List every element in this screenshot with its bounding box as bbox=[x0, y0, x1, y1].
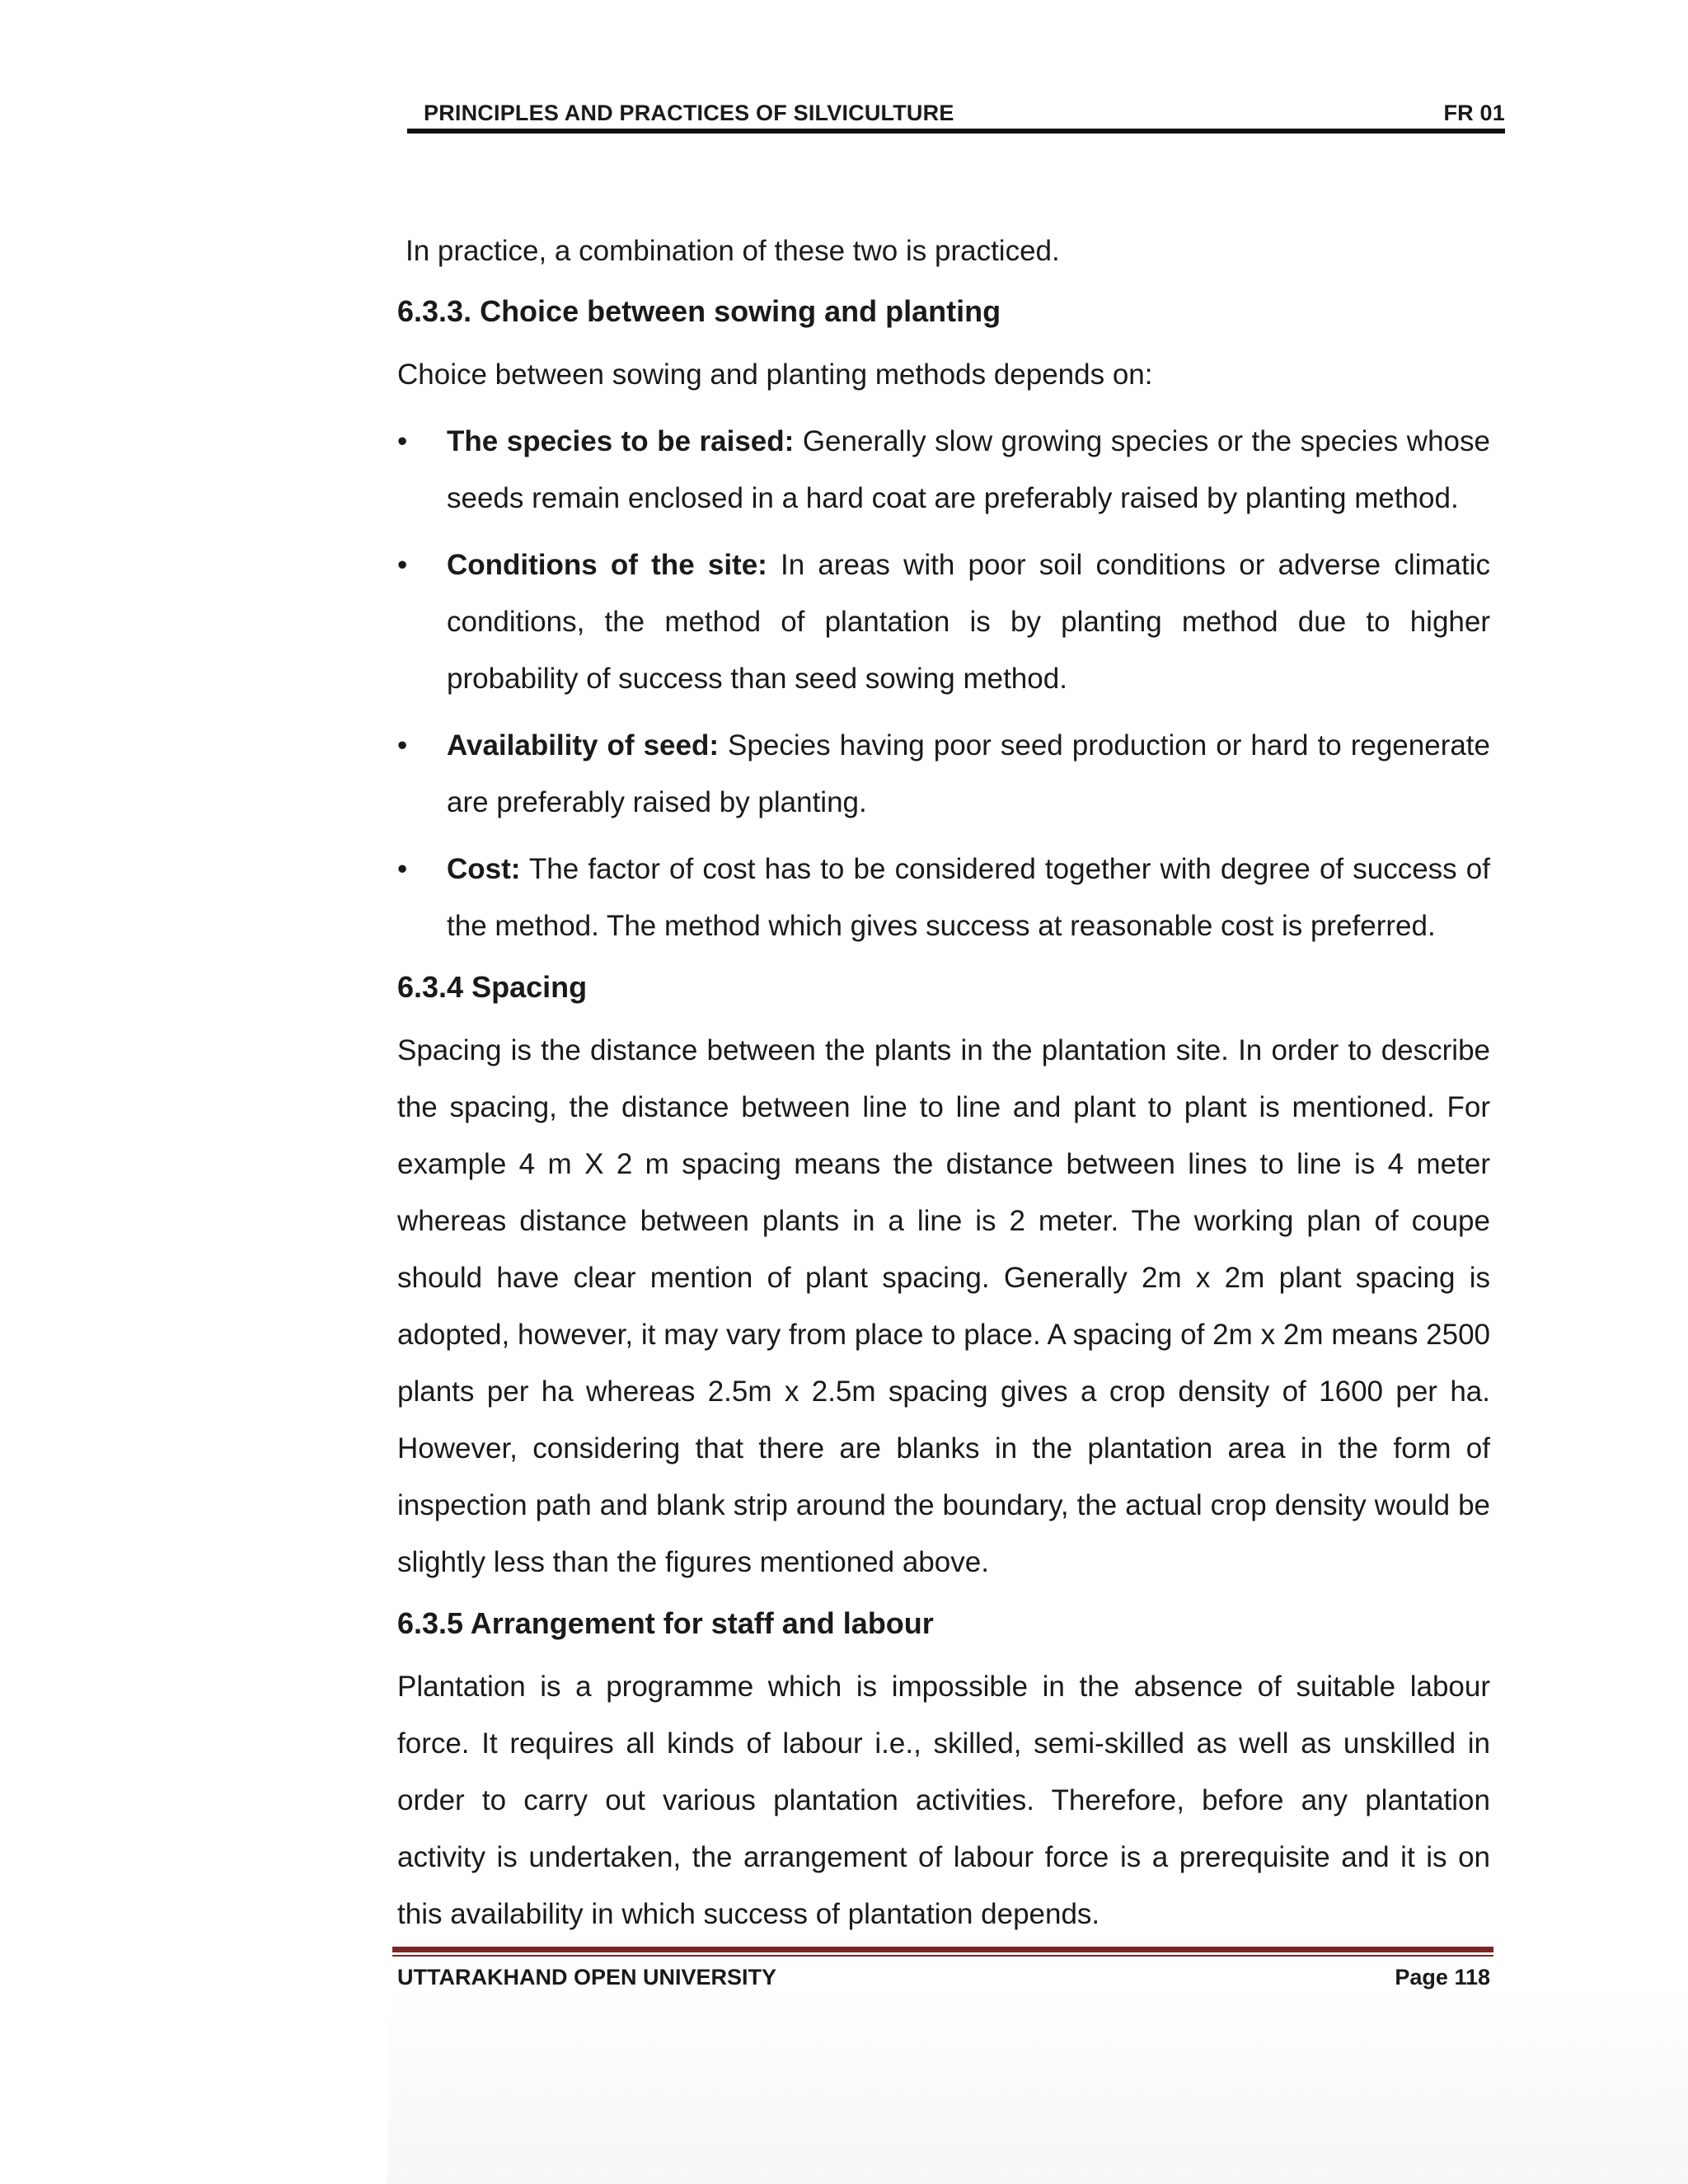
list-item-text: In areas with poor soil conditions or adverse climatic conditions, the method of plantation is by planting method due to higher probability of success than seed sowing method. bbox=[447, 549, 1490, 695]
list-item-text: Species having poor seed production or hard to regenerate are preferably raised by planting. bbox=[447, 729, 1490, 818]
list-item-text: Generally slow growing species or the species whose seeds remain enclosed in a hard coat are preferably raised by planting method. bbox=[447, 425, 1490, 514]
running-footer bbox=[397, 1961, 1490, 1994]
list-item bbox=[397, 537, 1490, 707]
bullet-glyph: • bbox=[397, 729, 408, 762]
section-heading-6-3-3: 6.3.3. Choice between sowing and planting bbox=[397, 294, 1001, 328]
list-item bbox=[397, 841, 1490, 954]
footer-rule-thin bbox=[392, 1955, 1493, 1957]
bullet-glyph: • bbox=[397, 425, 408, 457]
section-heading-6-3-5: 6.3.5 Arrangement for staff and labour bbox=[397, 1606, 934, 1640]
section-intro-6-3-3: Choice between sowing and planting methods depends on: bbox=[397, 359, 1153, 391]
list-item-text: The factor of cost has to be considered together with degree of success of the method. The method which gives success at reasonable cost is preferred. bbox=[447, 853, 1490, 942]
page-body bbox=[397, 223, 1490, 1952]
page-shadow bbox=[387, 1978, 1688, 2184]
list-item bbox=[397, 413, 1490, 527]
page-number: Page 118 bbox=[1395, 1965, 1490, 1990]
bullet-glyph: • bbox=[397, 853, 408, 885]
list-item-term: The species to be raised: bbox=[447, 425, 795, 457]
section-body-6-3-4: Spacing is the distance between the plants in the plantation site. In order to describe the spacing, the distance between line to line and plant to plant is mentioned. For example 4 m X 2 m spacing means the distance between lines to line is 4 meter whereas distance between plants in a line is 2 meter. The working plan of coupe should have clear mention of plant spacing. Generally 2m x 2m plant spacing is adopted, however, it may vary from place to place. A spacing of 2m x 2m means 2500 plants per ha whereas 2.5m x 2.5m spacing gives a crop density of 1600 per ha. However, considering that there are blanks in the plantation area in the form of inspection path and blank strip around the boundary, the actual crop density would be slightly less than the figures mentioned above. bbox=[397, 1034, 1490, 1578]
section-heading-6-3-4: 6.3.4 Spacing bbox=[397, 970, 588, 1004]
criteria-list bbox=[397, 413, 1490, 954]
list-item-term: Availability of seed: bbox=[447, 729, 720, 762]
header-course-code: FR 01 bbox=[1443, 101, 1505, 125]
intro-line: In practice, a combination of these two is practiced. bbox=[406, 235, 1060, 267]
list-item-term: Conditions of the site: bbox=[447, 549, 767, 581]
footer-rule bbox=[392, 1947, 1493, 1952]
header-title: PRINCIPLES AND PRACTICES OF SILVICULTURE bbox=[424, 101, 954, 125]
section-body-6-3-5: Plantation is a programme which is impossible in the absence of suitable labour force. It requires all kinds of labour i.e., skilled, semi-skilled as well as unskilled in order to carry out various plantation activities. Therefore, before any plantation activity is undertaken, the arrangement of labour force is a prerequisite and it is on this availability in which success of plantation depends. bbox=[397, 1671, 1490, 1930]
header-rule bbox=[407, 129, 1505, 134]
list-item-term: Cost: bbox=[447, 853, 521, 885]
footer-institution: UTTARAKHAND OPEN UNIVERSITY bbox=[397, 1965, 777, 1990]
list-item bbox=[397, 717, 1490, 831]
bullet-glyph: • bbox=[397, 549, 408, 581]
